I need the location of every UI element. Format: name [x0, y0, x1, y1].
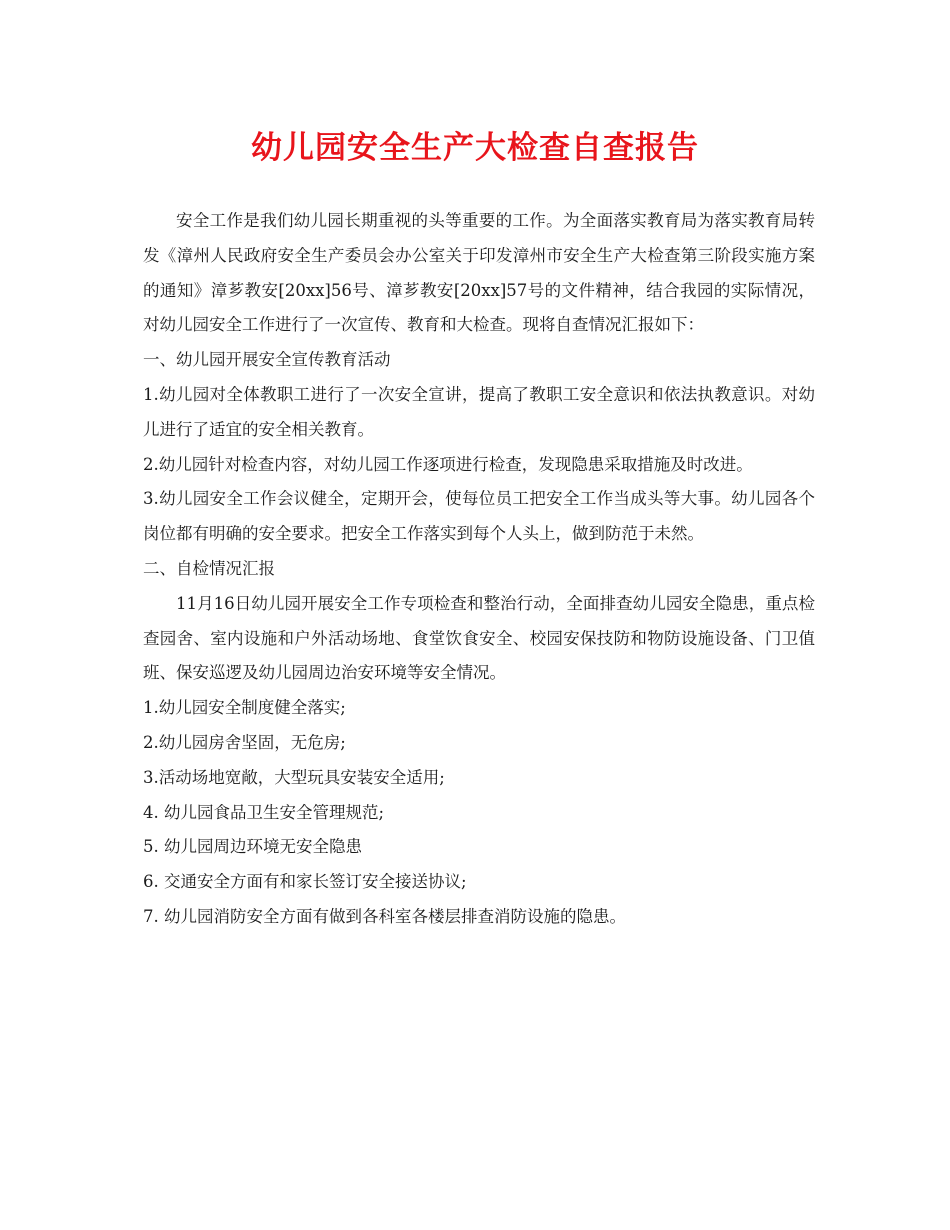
- list-item: 5. 幼儿园周边环境无安全隐患: [143, 837, 362, 857]
- list-item: 6. 交通安全方面有和家长签订安全接送协议;: [143, 872, 467, 892]
- list-item: 4. 幼儿园食品卫生安全管理规范;: [143, 802, 385, 822]
- list-item: 3.活动场地宽敞，大型玩具安装安全适用;: [143, 767, 445, 787]
- list-item: 7. 幼儿园消防安全方面有做到各科室各楼层排查消防设施的隐患。: [143, 906, 626, 926]
- inspection-paragraph: 11月16日幼儿园开展安全工作专项检查和整治行动，全面排查幼儿园安全隐患，重点检查园舍、室内设施和户外活动场地、食堂饮食安全、校园安保技防和物防设施设备、门卫值班、保安巡逻及幼儿园周边治安环境等安全情况。: [143, 593, 815, 683]
- list-item: 2.幼儿园房舍坚固，无危房;: [143, 732, 346, 752]
- intro-paragraph: 安全工作是我们幼儿园长期重视的头等重要的工作。为全面落实教育局为落实教育局转发《漳州人民政府安全生产委员会办公室关于印发漳州市安全生产大检查第三阶段实施方案的通知》漳芗教安[20xx]56号、漳芗教安[20xx]57号的文件精神，结合我园的实际情况，对幼儿园安全工作进行了一次宣传、教育和大检查。现将自查情况汇报如下：: [143, 211, 815, 335]
- list-item: 2.幼儿园针对检查内容，对幼儿园工作逐项进行检查，发现隐患采取措施及时改进。: [143, 454, 753, 474]
- list-item: 1.幼儿园对全体教职工进行了一次安全宣讲，提高了教职工安全意识和依法执教意识。对幼儿进行了适宜的安全相关教育。: [143, 384, 815, 439]
- document-title: 幼儿园安全生产大检查自查报告: [251, 130, 699, 166]
- list-item: 1.幼儿园安全制度健全落实;: [143, 698, 346, 718]
- section-heading-2: 二、自检情况汇报: [143, 558, 275, 578]
- document-body: [143, 204, 815, 935]
- section-heading-1: 一、幼儿园开展安全宣传教育活动: [143, 350, 391, 370]
- list-item: 3.幼儿园安全工作会议健全，定期开会，使每位员工把安全工作当成头等大事。幼儿园各个岗位都有明确的安全要求。把安全工作落实到每个人头上，做到防范于未然。: [143, 489, 815, 544]
